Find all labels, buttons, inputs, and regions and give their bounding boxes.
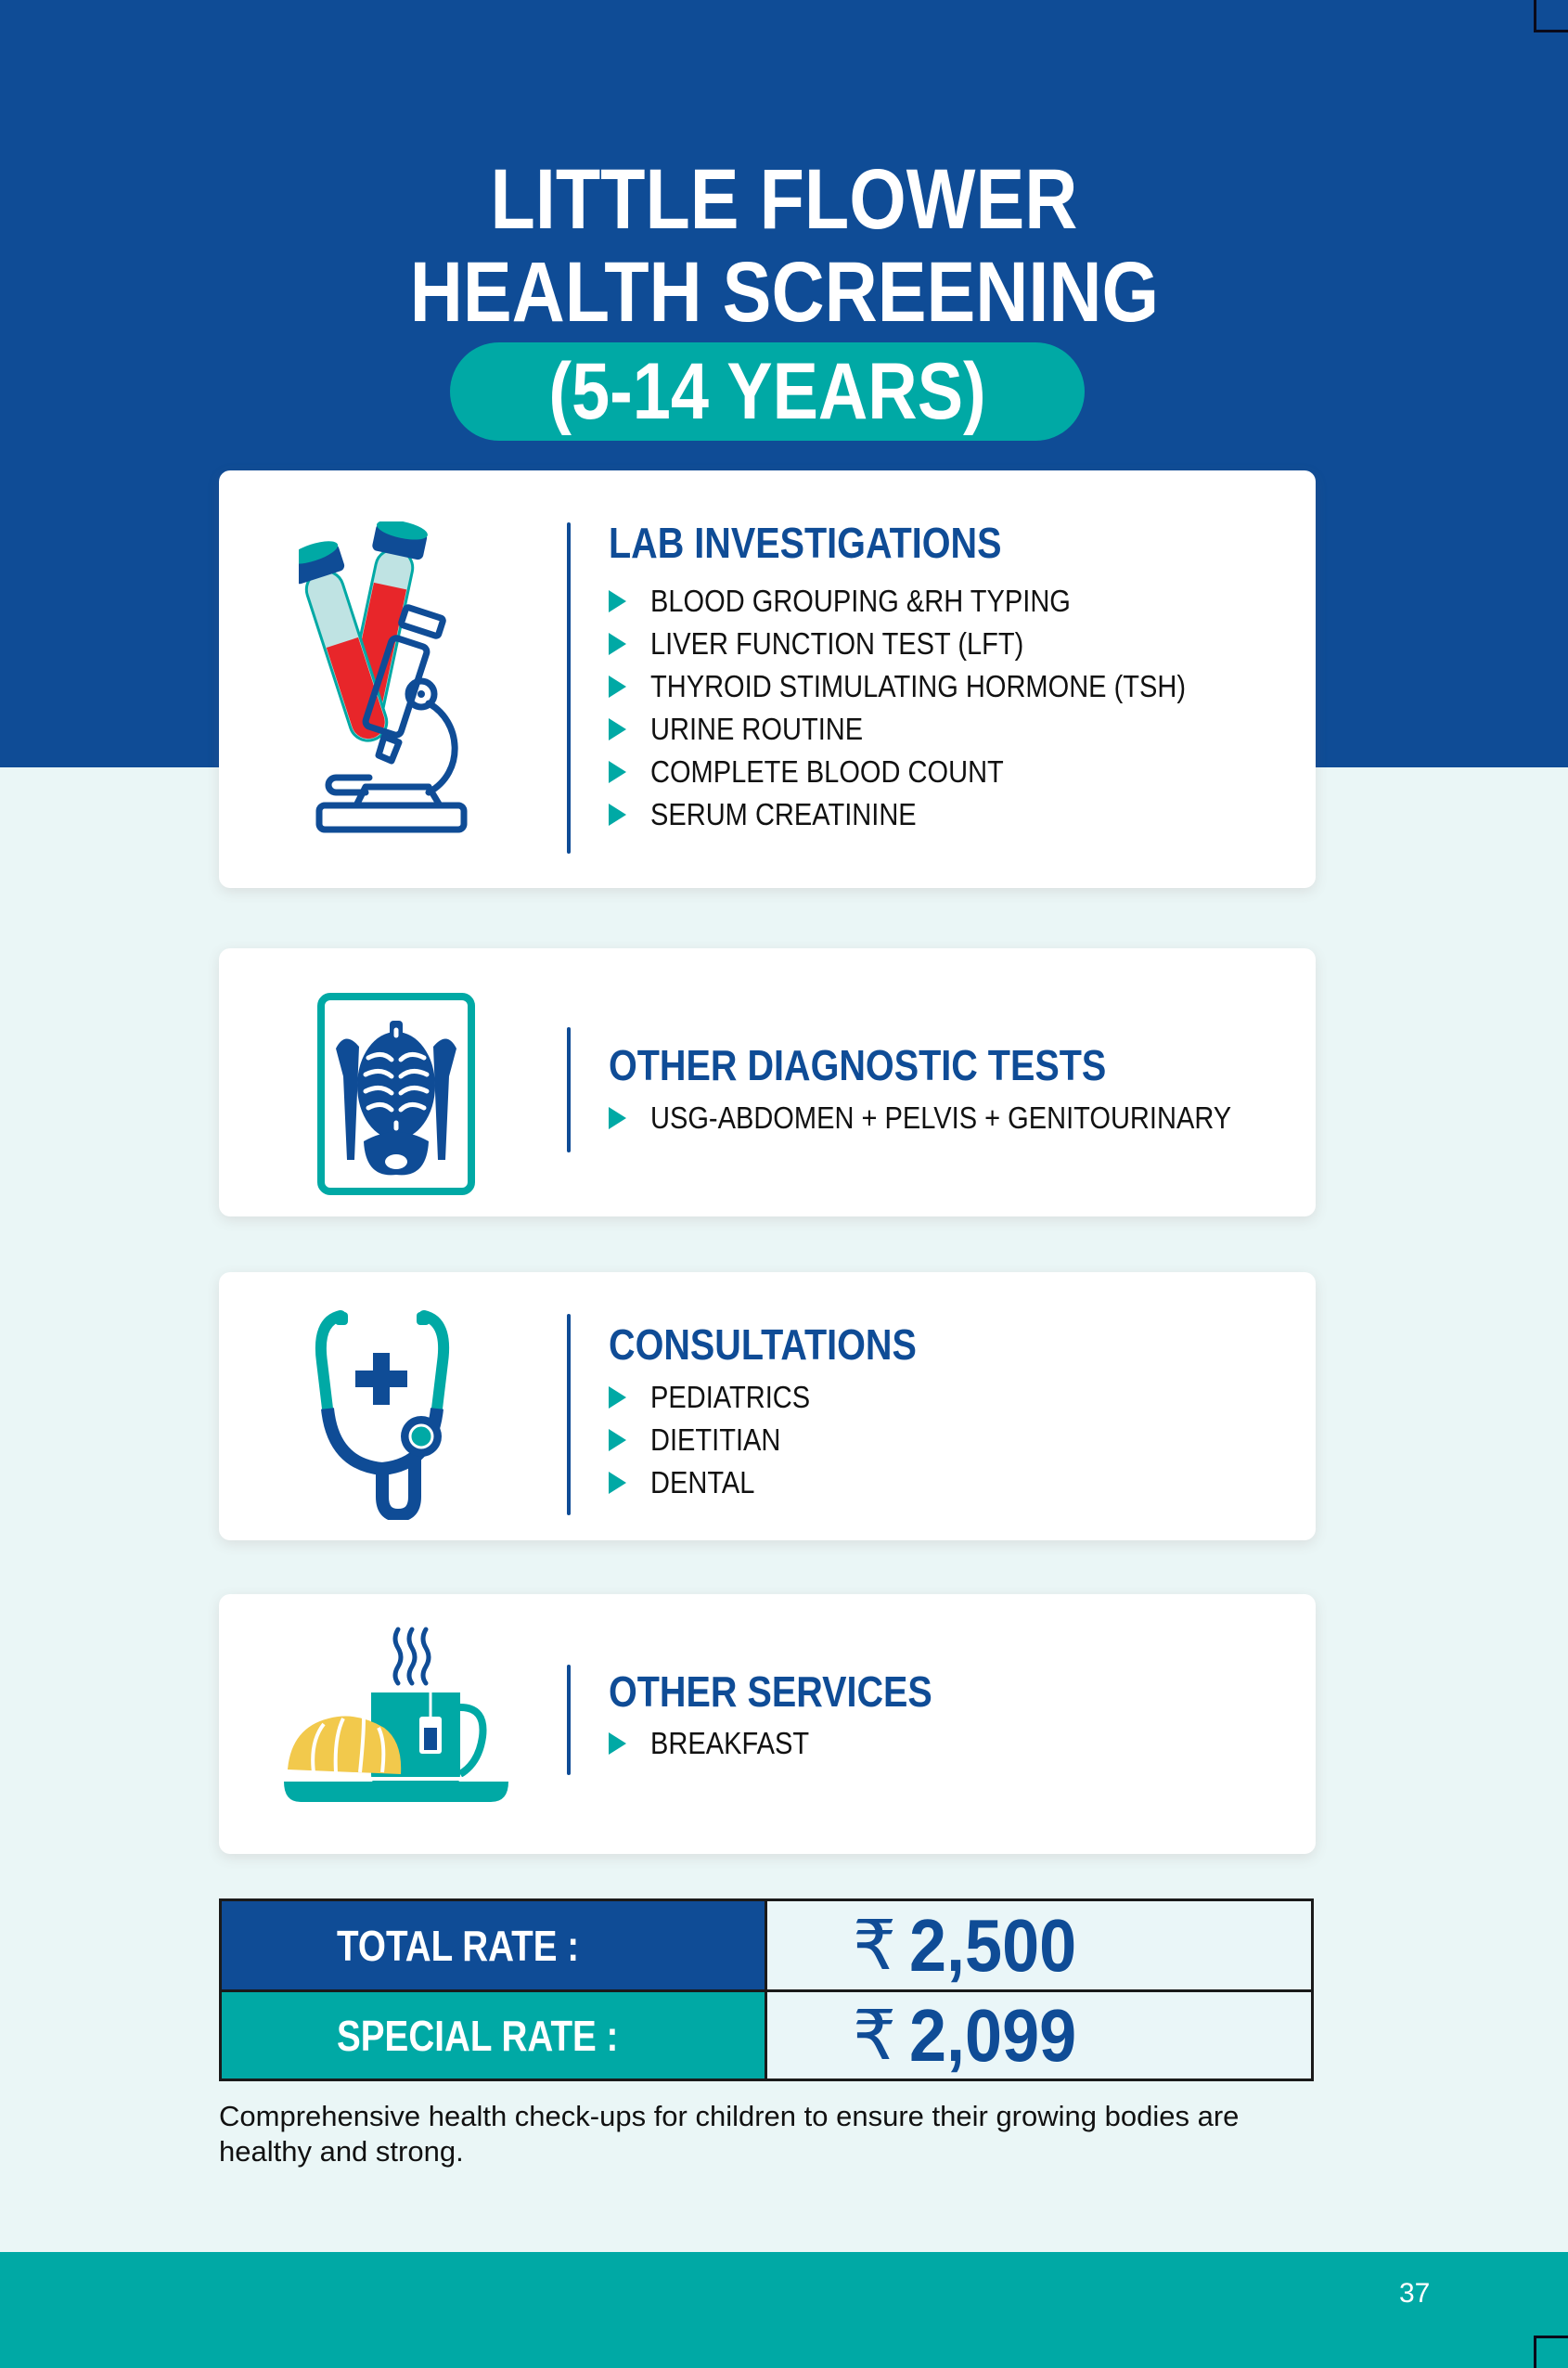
special-rate-label: SPECIAL RATE : xyxy=(222,1992,767,2078)
section-card-other-services xyxy=(219,1594,1316,1854)
section-item-list xyxy=(609,1376,832,1504)
section-card-consultations xyxy=(219,1272,1316,1540)
bullet-triangle-icon xyxy=(609,1472,626,1494)
age-range-badge: (5-14 YEARS) xyxy=(450,342,1085,441)
crop-mark-bottom xyxy=(1534,2336,1568,2368)
section-card-lab-investigations xyxy=(219,470,1316,888)
section-title: OTHER SERVICES xyxy=(609,1667,932,1716)
list-item: DIETITIAN xyxy=(609,1419,832,1461)
section-divider xyxy=(567,522,571,854)
list-item: BLOOD GROUPING &RH TYPING xyxy=(609,580,1259,623)
list-item: LIVER FUNCTION TEST (LFT) xyxy=(609,623,1259,665)
section-item-list xyxy=(609,1722,830,1765)
bullet-triangle-icon xyxy=(609,804,626,826)
section-title: LAB INVESTIGATIONS xyxy=(609,519,1002,567)
breakfast-tea-croissant-icon xyxy=(282,1626,509,1807)
bullet-triangle-icon xyxy=(609,1429,626,1451)
bullet-triangle-icon xyxy=(609,633,626,655)
rate-row-total xyxy=(222,1901,1311,1992)
stethoscope-icon xyxy=(315,1306,463,1520)
total-rate-value: ₹ 2,500 xyxy=(853,1903,1077,1987)
bullet-triangle-icon xyxy=(609,590,626,612)
rate-table xyxy=(219,1898,1314,2081)
total-rate-label: TOTAL RATE : xyxy=(222,1901,767,1989)
bullet-triangle-icon xyxy=(609,718,626,740)
list-item: THYROID STIMULATING HORMONE (TSH) xyxy=(609,665,1259,708)
footer-band xyxy=(0,2252,1568,2368)
bullet-triangle-icon xyxy=(609,1732,626,1755)
list-item: PEDIATRICS xyxy=(609,1376,832,1419)
list-item: DENTAL xyxy=(609,1461,832,1504)
list-item: BREAKFAST xyxy=(609,1722,830,1765)
page-title-line-1: LITTLE FLOWER xyxy=(490,152,1078,247)
bullet-triangle-icon xyxy=(609,1107,626,1129)
section-divider xyxy=(567,1314,571,1515)
page-number: 37 xyxy=(1399,2278,1431,2309)
rate-row-special xyxy=(222,1992,1311,2078)
page-title-line-2: HEALTH SCREENING xyxy=(409,245,1159,340)
rupee-icon: ₹ xyxy=(853,1996,897,2074)
list-item: URINE ROUTINE xyxy=(609,708,1259,751)
section-divider xyxy=(567,1027,571,1152)
bullet-triangle-icon xyxy=(609,676,626,698)
list-item: SERUM CREATININE xyxy=(609,793,1259,836)
section-card-other-diagnostic-tests xyxy=(219,948,1316,1216)
section-item-list xyxy=(609,1097,1311,1139)
test-tubes-microscope-icon xyxy=(299,521,494,846)
rupee-icon: ₹ xyxy=(853,1906,897,1984)
bullet-triangle-icon xyxy=(609,761,626,783)
list-item: COMPLETE BLOOD COUNT xyxy=(609,751,1259,793)
section-title: CONSULTATIONS xyxy=(609,1320,917,1369)
bullet-triangle-icon xyxy=(609,1386,626,1409)
section-divider xyxy=(567,1665,571,1775)
section-title: OTHER DIAGNOSTIC TESTS xyxy=(609,1041,1107,1089)
section-item-list xyxy=(609,580,1259,836)
package-description: Comprehensive health check-ups for children to ensure their growing bodies are healthy and strong. xyxy=(219,2100,1240,2168)
list-item: USG-ABDOMEN + PELVIS + GENITOURINARY xyxy=(609,1097,1311,1139)
xray-skeleton-icon xyxy=(317,993,475,1195)
special-rate-value: ₹ 2,099 xyxy=(853,1993,1077,2077)
crop-mark-top xyxy=(1534,0,1568,32)
